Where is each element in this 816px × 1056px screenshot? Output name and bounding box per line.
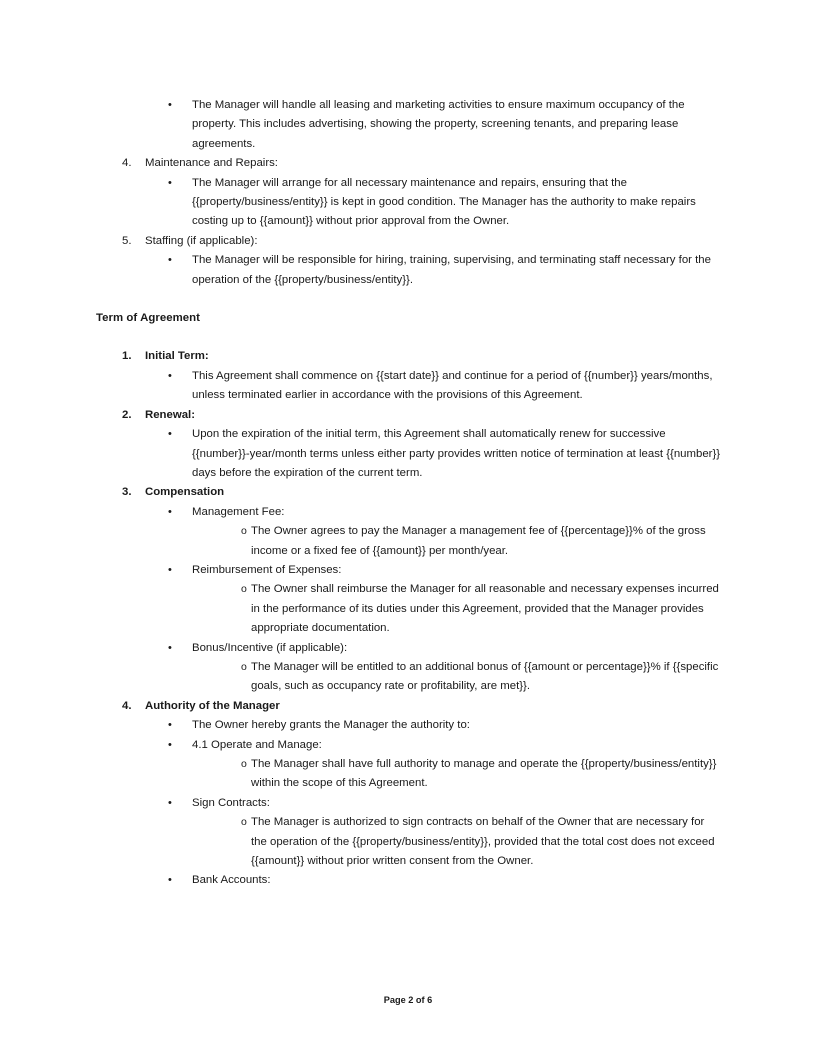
bullet-icon: • [168,505,172,518]
circle-bullet-icon: o [241,758,247,770]
bullet-icon: • [168,874,172,887]
list-item-text: Initial Term: [145,350,209,363]
section-heading-term-of-agreement: Term of Agreement [96,312,201,325]
list-item-text: Reimbursement of Expenses: [192,563,342,576]
list-number-marker: 4. [122,157,132,170]
list-item-text: Upon the expiration of the initial term, this Agreement shall automatically renew for successive {{number}}-year/month terms unless either party provides written notice of termination at least {{number}} days before the expiration of the current term. [192,428,721,479]
numbered-list-item [96,406,722,425]
list-item-text: The Manager will be entitled to an additional bonus of {{amount or percentage}}% if {{specific goals, such as occupancy rate or profitability, are met}}. [251,660,719,693]
bullet-icon: • [168,369,172,382]
bullet-icon: • [168,738,172,751]
list-number-marker: 5. [122,234,132,247]
numbered-list-item [96,697,722,716]
circle-list-item [96,813,722,871]
list-number-marker: 2. [122,408,132,421]
list-item-text: Management Fee: [192,505,285,518]
list-item-text: Maintenance and Repairs: [145,157,278,170]
bullet-icon: • [168,99,172,111]
list-item-text: The Owner shall reimburse the Manager for all reasonable and necessary expenses incurred in the performance of its duties under this Agreement, provided that the Manager provides appropriate documentation. [251,583,719,635]
bullet-list-item [96,871,722,890]
list-item-text: Sign Contracts: [192,796,270,809]
bullet-list-item [96,716,722,735]
heading-spacer [96,328,722,347]
list-item-text: This Agreement shall commence on {{start date}} and continue for a period of {{number}} years/months, unless terminated earlier in accordance with the provisions of this Agreement. [192,369,713,402]
list-item-text: Bank Accounts: [192,874,271,887]
circle-bullet-icon: o [241,660,247,673]
list-number-marker: 3. [122,486,132,499]
bullet-list-item [96,425,722,483]
bullet-icon: • [168,428,172,441]
bullet-icon: • [168,796,172,809]
bullet-icon: • [168,719,172,732]
numbered-list-item [96,154,722,173]
circle-bullet-icon: o [241,583,247,596]
bullet-list-item [96,736,722,755]
bullet-icon: • [168,176,172,189]
circle-list-item [96,522,722,561]
list-item-text: The Manager shall have full authority to manage and operate the {{property/business/entity}} within the scope of this Agreement. [251,758,717,790]
circle-bullet-icon: o [241,816,247,829]
bullet-list-item [96,639,722,658]
bullet-list-item [96,561,722,580]
term-of-agreement-list [96,347,722,890]
circle-list-item [96,658,722,697]
list-item-text: Renewal: [145,408,196,421]
list-item-text: Staffing (if applicable): [145,234,258,247]
numbered-list-item [96,483,722,502]
bullet-icon: • [168,563,172,576]
list-number-marker: 1. [122,350,132,363]
list-item-text: Authority of the Manager [145,699,280,712]
numbered-list-item [96,347,722,366]
list-number-marker: 4. [122,699,132,712]
continued-list-section [96,96,722,290]
bullet-list-item [96,367,722,406]
bullet-icon: • [168,641,172,654]
bullet-list-item [96,174,722,232]
list-item-text: The Manager will be responsible for hiring, training, supervising, and terminating staff necessary for the operation of the {{property/business/entity}}. [192,254,711,286]
page-footer: Page 2 of 6 [383,995,433,1005]
circle-list-item [96,755,722,794]
list-item-text: Bonus/Incentive (if applicable): [192,641,348,654]
document-body [96,96,722,891]
list-item-text: The Owner hereby grants the Manager the authority to: [192,719,470,732]
circle-bullet-icon: o [241,525,247,538]
numbered-list-item [96,232,722,251]
list-item-text: The Manager is authorized to sign contracts on behalf of the Owner that are necessary for the operation of the {{property/business/entity}}, provided that the total cost does not exceed {{amount}} without prior written consent from the Owner. [251,816,715,868]
bullet-list-item [96,794,722,813]
list-item-text: The Manager will arrange for all necessary maintenance and repairs, ensuring that the {{property/business/entity}} is kept in good condition. The Manager has the authority to make repairs costing up to {{amount}} without prior approval from the Owner. [192,176,696,228]
bullet-list-item [96,503,722,522]
bullet-list-item [96,96,722,154]
bullet-icon: • [168,254,172,267]
bullet-list-item [96,251,722,290]
circle-list-item [96,580,722,638]
section-spacer [96,290,722,309]
list-item-text: The Manager will handle all leasing and marketing activities to ensure maximum occupancy of the property. This includes advertising, showing the property, screening tenants, and preparing lease agreements. [192,99,685,150]
list-item-text: 4.1 Operate and Manage: [192,738,322,751]
list-item-text: Compensation [145,486,225,499]
list-item-text: The Owner agrees to pay the Manager a management fee of {{percentage}}% of the gross income or a fixed fee of {{amount}} per month/year. [251,525,706,557]
